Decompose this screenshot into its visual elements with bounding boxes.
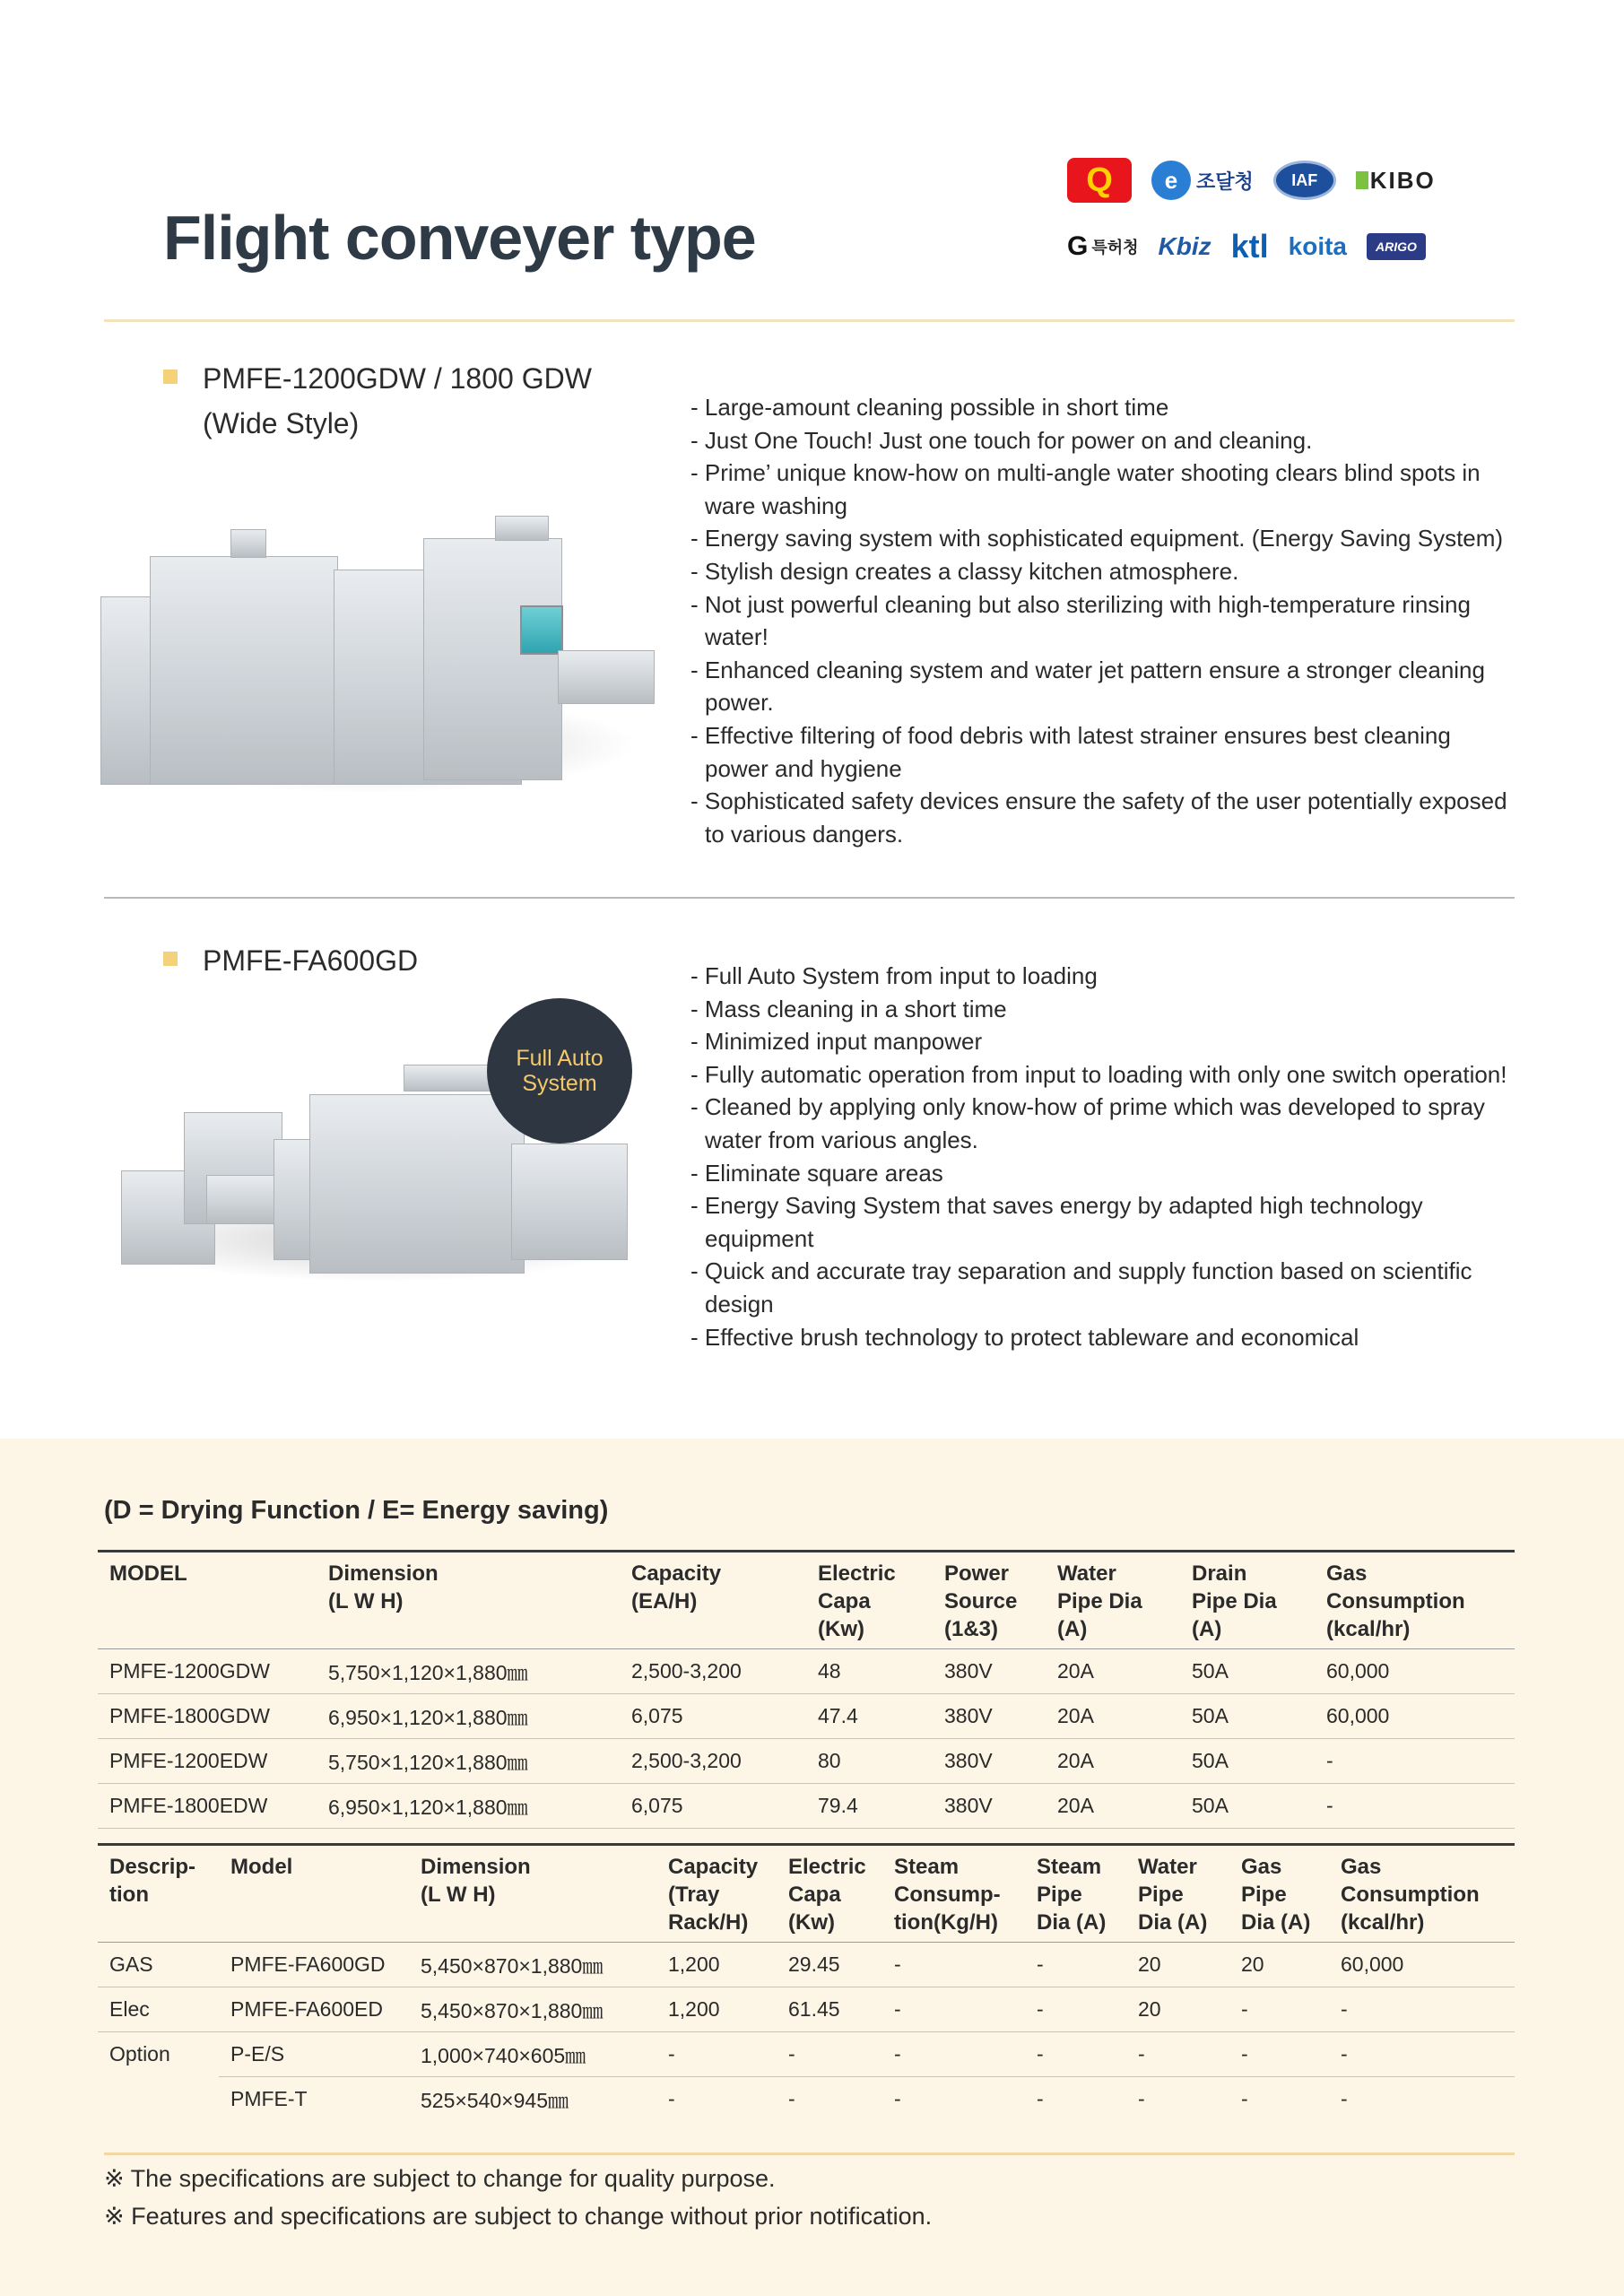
feature-item: - Cleaned by applying only know-how of prime which was developed to spray water from various angles. <box>690 1091 1515 1156</box>
col-header-model: MODEL <box>98 1552 317 1649</box>
col-header-gas: Gas Consumption (kcal/hr) <box>1315 1552 1515 1649</box>
cell: 1,200 <box>656 1987 777 2032</box>
badge-line1: Full Auto <box>516 1046 604 1071</box>
feature-item: - Sophisticated safety devices ensure the safety of the user potentially exposed to various dangers. <box>690 785 1515 850</box>
feature-item: - Effective filtering of food debris with latest strainer ensures best cleaning power and hygiene <box>690 719 1515 785</box>
table-row <box>98 1739 1515 1784</box>
cell: - <box>1138 2087 1145 2111</box>
koita-logo: koita <box>1288 232 1347 260</box>
cell: - <box>1025 1987 1126 2032</box>
spec-table-auto <box>98 1843 1515 2122</box>
cell: 5,750×1,120×1,880㎜ <box>317 1739 620 1784</box>
cell: 61.45 <box>777 1987 882 2032</box>
cell: - <box>777 2032 882 2077</box>
notes-divider <box>104 2152 1515 2155</box>
cell: 6,075 <box>620 1784 806 1829</box>
col-header-gas-consumption: Gas Consumption (kcal/hr) <box>1329 1845 1515 1943</box>
feature-item: - Energy Saving System that saves energy by adapted high technology equipment <box>690 1189 1515 1255</box>
footnote: ※ Features and specifications are subject to change without prior notification. <box>104 2203 933 2230</box>
certification-logos <box>1067 152 1480 274</box>
cell: - <box>1229 1987 1329 2032</box>
cell: 48 <box>806 1649 933 1694</box>
cell: 2,500-3,200 <box>620 1649 806 1694</box>
cell: - <box>1241 2087 1248 2111</box>
cell: 380V <box>933 1739 1046 1784</box>
kipo-emblem-icon: G <box>1067 231 1089 261</box>
cell: - <box>894 2087 901 2111</box>
table-header-row <box>98 1552 1515 1649</box>
table-row <box>98 1987 1515 2032</box>
section1-model: PMFE-1200GDW / 1800 GDW <box>203 362 592 395</box>
cell: - <box>1315 1739 1515 1784</box>
cell: 20 <box>1126 1987 1229 2032</box>
cell: 20 <box>1229 1943 1329 1987</box>
cell: 380V <box>933 1649 1046 1694</box>
footnotes <box>104 2160 932 2235</box>
col-header-power: Power Source (1&3) <box>933 1552 1046 1649</box>
cell: - <box>1341 2087 1348 2111</box>
cell: 380V <box>933 1784 1046 1829</box>
feature-item: - Quick and accurate tray separation and supply function based on scientific design <box>690 1255 1515 1320</box>
cell: 79.4 <box>806 1784 933 1829</box>
table-row <box>98 1694 1515 1739</box>
cell: 5,450×870×1,880㎜ <box>409 1943 656 1987</box>
feature-item: - Energy saving system with sophisticated equipment. (Energy Saving System) <box>690 522 1515 555</box>
cell: Option <box>109 2042 170 2066</box>
cell <box>98 2077 219 2122</box>
feature-item: - Fully automatic operation from input to loading with only one switch operation! <box>690 1058 1515 1091</box>
footnote: ※ The specifications are subject to change for quality purpose. <box>104 2165 776 2192</box>
col-header-dimension: Dimension (L W H) <box>409 1845 656 1943</box>
section-bullet-icon <box>163 952 178 966</box>
feature-item: - Minimized input manpower <box>690 1025 1515 1058</box>
cell: PMFE-1800GDW <box>98 1694 317 1739</box>
cell: 6,950×1,120×1,880㎜ <box>317 1784 620 1829</box>
section2-heading <box>163 938 418 983</box>
feature-item: - Large-amount cleaning possible in short time <box>690 391 1515 424</box>
cell: 29.45 <box>777 1943 882 1987</box>
table-header-row <box>98 1845 1515 1943</box>
col-header-description: Descrip- tion <box>98 1845 219 1943</box>
feature-item: - Enhanced cleaning system and water jet pattern ensure a stronger cleaning power. <box>690 654 1515 719</box>
col-header-capacity: Capacity (EA/H) <box>620 1552 806 1649</box>
section1-heading <box>163 356 592 446</box>
kipo-logo: G 특허청 <box>1067 231 1139 261</box>
cell: 380V <box>933 1694 1046 1739</box>
cell: - <box>1329 1987 1515 2032</box>
cell: PMFE-1800EDW <box>98 1784 317 1829</box>
kibo-mark-icon <box>1356 171 1368 189</box>
cell: - <box>1037 2087 1044 2111</box>
arigo-logo: ARIGO <box>1367 233 1426 260</box>
col-header-steam-pipe: Steam Pipe Dia (A) <box>1025 1845 1126 1943</box>
pps-logo: e 조달청 <box>1151 159 1254 202</box>
cell: PMFE-FA600GD <box>219 1943 409 1987</box>
cell: 50A <box>1180 1649 1315 1694</box>
cell: - <box>656 2032 777 2077</box>
cell: PMFE-FA600ED <box>219 1987 409 2032</box>
cell: GAS <box>98 1943 219 1987</box>
cell: - <box>1126 2032 1229 2077</box>
section1-subtitle: (Wide Style) <box>203 407 360 439</box>
cell: 80 <box>806 1739 933 1784</box>
cell: 50A <box>1180 1739 1315 1784</box>
col-header-steam-consumption: Steam Consump- tion(Kg/H) <box>882 1845 1025 1943</box>
col-header-dimension: Dimension (L W H) <box>317 1552 620 1649</box>
cell: 50A <box>1180 1694 1315 1739</box>
cell: - <box>882 2032 1025 2077</box>
cell: 2,500-3,200 <box>620 1739 806 1784</box>
cell: 1,200 <box>656 1943 777 1987</box>
feature-item: - Stylish design creates a classy kitchen atmosphere. <box>690 555 1515 588</box>
cell: 20A <box>1046 1739 1180 1784</box>
cell: 6,075 <box>620 1694 806 1739</box>
col-header-water-pipe: Water Pipe Dia (A) <box>1126 1845 1229 1943</box>
feature-item: - Eliminate square areas <box>690 1157 1515 1190</box>
col-header-model: Model <box>219 1845 409 1943</box>
section2-feature-list <box>690 960 1515 1353</box>
cell: - <box>1229 2032 1329 2077</box>
table-row <box>98 1649 1515 1694</box>
col-header-drain-pipe: Drain Pipe Dia (A) <box>1180 1552 1315 1649</box>
col-header-electric: Electric Capa (Kw) <box>777 1845 882 1943</box>
cell: 20 <box>1126 1943 1229 1987</box>
table-row <box>98 1943 1515 1987</box>
badge-line2: System <box>522 1071 597 1096</box>
cell: 20A <box>1046 1649 1180 1694</box>
section2-model: PMFE-FA600GD <box>203 944 419 977</box>
cell: - <box>882 1943 1025 1987</box>
header-divider <box>104 319 1515 322</box>
cell: - <box>1025 2032 1126 2077</box>
cell: 5,750×1,120×1,880㎜ <box>317 1649 620 1694</box>
section1-feature-list <box>690 391 1515 850</box>
cell: 60,000 <box>1329 1943 1515 1987</box>
col-header-capacity: Capacity (Tray Rack/H) <box>656 1845 777 1943</box>
spec-table-wide <box>98 1550 1515 1829</box>
feature-item: - Effective brush technology to protect tableware and economical <box>690 1321 1515 1354</box>
kbiz-logo: Kbiz <box>1158 232 1211 260</box>
col-header-water-pipe: Water Pipe Dia (A) <box>1046 1552 1180 1649</box>
cell: - <box>882 1987 1025 2032</box>
cell: - <box>1025 1943 1126 1987</box>
cell: 6,950×1,120×1,880㎜ <box>317 1694 620 1739</box>
cell: P-E/S <box>219 2032 409 2077</box>
table-row <box>98 2077 1515 2122</box>
pps-emblem-icon: e <box>1151 161 1191 200</box>
feature-item: - Prime’ unique know-how on multi-angle water shooting clears blind spots in ware washing <box>690 457 1515 522</box>
feature-item: - Mass cleaning in a short time <box>690 993 1515 1026</box>
cell: - <box>1315 1784 1515 1829</box>
cell: 47.4 <box>806 1694 933 1739</box>
cell: Elec <box>98 1987 219 2032</box>
cell: 20A <box>1046 1694 1180 1739</box>
cell: 5,450×870×1,880㎜ <box>409 1987 656 2032</box>
dishwasher-wide-image <box>100 516 652 803</box>
section-bullet-icon <box>163 370 178 384</box>
ktl-logo: ktl <box>1230 228 1269 265</box>
table-row <box>98 2032 1515 2077</box>
cell: PMFE-1200GDW <box>98 1649 317 1694</box>
cell: - <box>668 2087 675 2111</box>
cell: 50A <box>1180 1784 1315 1829</box>
cell: PMFE-T <box>230 2087 308 2111</box>
cell: 1,000×740×605㎜ <box>409 2032 656 2077</box>
cell: - <box>788 2087 795 2111</box>
feature-item: - Full Auto System from input to loading <box>690 960 1515 993</box>
spec-legend: (D = Drying Function / E= Energy saving) <box>104 1496 609 1525</box>
cell: 525×540×945㎜ <box>421 2089 569 2113</box>
cell: 60,000 <box>1315 1649 1515 1694</box>
cell: PMFE-1200EDW <box>98 1739 317 1784</box>
col-header-gas-pipe: Gas Pipe Dia (A) <box>1229 1845 1329 1943</box>
table-row <box>98 1784 1515 1829</box>
cell: 20A <box>1046 1784 1180 1829</box>
q-mark-logo: Q <box>1067 158 1132 203</box>
col-header-electric: Electric Capa (Kw) <box>806 1552 933 1649</box>
feature-item: - Just One Touch! Just one touch for power on and cleaning. <box>690 424 1515 457</box>
page-title: Flight conveyer type <box>163 203 756 273</box>
section-divider <box>104 897 1515 899</box>
iaf-logo: IAF <box>1273 161 1336 200</box>
full-auto-badge <box>487 998 632 1144</box>
kibo-logo: KIBO <box>1356 167 1436 195</box>
feature-item: - Not just powerful cleaning but also sterilizing with high-temperature rinsing water! <box>690 588 1515 654</box>
cell: 60,000 <box>1315 1694 1515 1739</box>
cell: - <box>1329 2032 1515 2077</box>
